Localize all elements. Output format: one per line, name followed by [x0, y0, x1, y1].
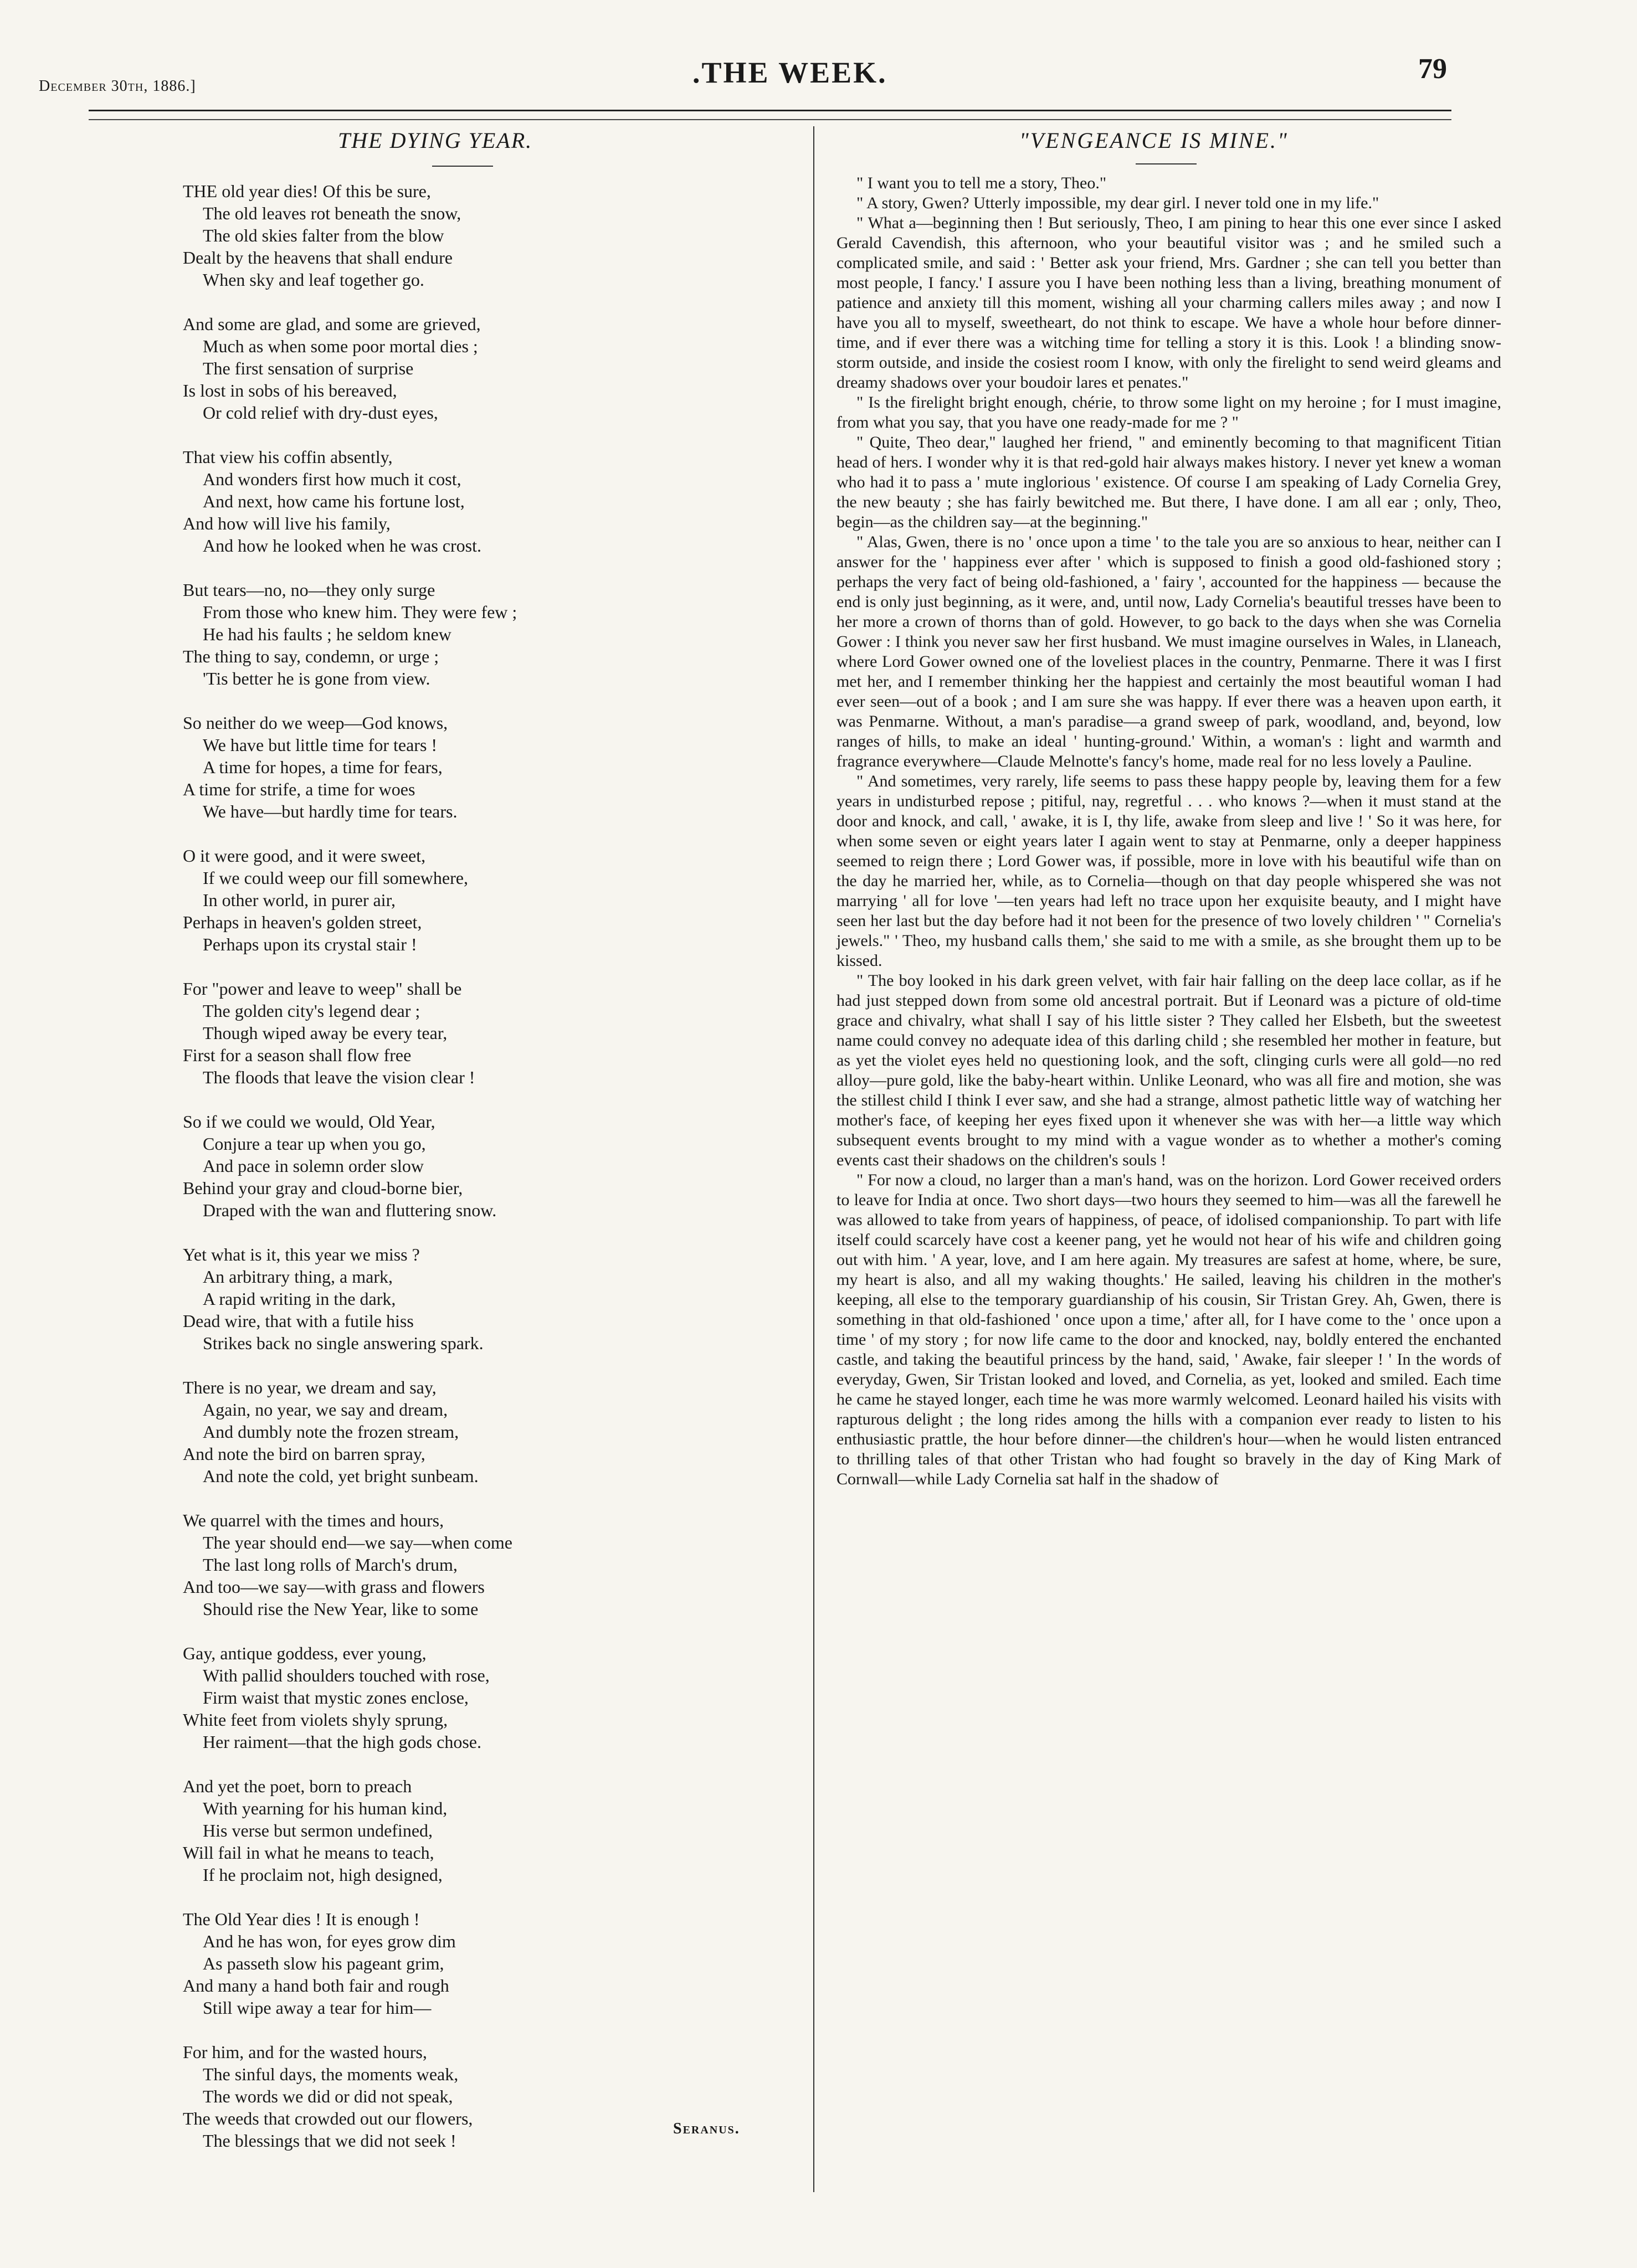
poem-line: And yet the poet, born to preach: [183, 1776, 412, 1796]
poem-line: So if we could we would, Old Year,: [183, 1112, 435, 1132]
poem-line: That view his coffin absently,: [183, 447, 393, 467]
story-paragraph: " What a—beginning then ! But seriously, Theo, I am pining to hear this one ever since I asked Gerald Cavendish, this afternoon, who your beautiful visitor was ; and he smiled such a complicated smile, and said : ' Better ask your friend, Mrs. Gardner ; she can tell you better than most people, I fancy.' I assure you I have been nothing less than a living, breathing monument of patience and anxiety till this moment, wishing all your charming callers miles away ; and now I have you all to myself, sweetheart, do not think to escape. We have a whole hour before dinner-time, and if ever there was a witching time for telling a story it is this. Look ! a blinding snow-storm outside, and inside the cosiest room I know, with only the firelight to send weird gleams and dreamy shadows over your boudoir lares et penates.": [837, 214, 1501, 392]
poem-line: Dealt by the heavens that shall endure: [183, 248, 453, 268]
poem-line: Again, no year, we say and dream,: [203, 1400, 448, 1420]
poem-line: The year should end—we say—when come: [203, 1532, 512, 1552]
poem-line: And wonders first how much it cost,: [203, 469, 461, 489]
story-paragraph: " The boy looked in his dark green velvet, with fair hair falling on the deep lace collar, as if he had just stepped down from some old ancestral portrait. But if Leonard was a picture of old-time grace and chivalry, what shall I say of his little sister ? They called her Elsbeth, but the sweetest name could convey no adequate idea of this darling child ; she resembled her mother in feature, but as yet the violet eyes held no questioning look, and the soft, clinging curls were all gold—no red alloy—pure gold, like the baby-heart within. Unlike Leonard, who was all fire and motion, she was the stillest child I think I ever saw, and she had a strange, almost pathetic little way of watching her mother's face, of keeping her eyes fixed upon it whenever she was with her—a little way which subsequent events brought to my mind with a vague wonder as to whether a mother's coming events cast their shadows on the children's souls !: [837, 971, 1501, 1169]
poem-line: So neither do we weep—God knows,: [183, 713, 448, 733]
story-paragraph: " I want you to tell me a story, Theo.": [856, 174, 1107, 192]
poem-line: The first sensation of surprise: [203, 358, 414, 378]
poem-stanza: [183, 845, 792, 955]
poem-line: And note the cold, yet bright sunbeam.: [203, 1466, 479, 1486]
title-rule: [432, 166, 493, 167]
poem-stanza: [183, 1509, 792, 1620]
poem-line: And how he looked when he was crost.: [203, 536, 481, 556]
poem-line: White feet from violets shyly sprung,: [183, 1710, 448, 1730]
poem-line: Is lost in sobs of his bereaved,: [183, 380, 397, 400]
poem-line: Strikes back no single answering spark.: [203, 1333, 484, 1353]
poem-line: The thing to say, condemn, or urge ;: [183, 646, 439, 666]
poem-line: The golden city's legend dear ;: [203, 1001, 420, 1021]
poem-line: And he has won, for eyes grow dim: [203, 1931, 456, 1951]
poem-line: Will fail in what he means to teach,: [183, 1843, 434, 1863]
poem-line: Perhaps upon its crystal stair !: [203, 934, 417, 954]
poem-stanza: [183, 1642, 792, 1753]
poem-line: A time for strife, a time for woes: [183, 779, 415, 799]
poem-line: If we could weep our fill somewhere,: [203, 868, 468, 888]
poem-line: And too—we say—with grass and flowers: [183, 1577, 485, 1597]
poem-line: His verse but sermon undefined,: [203, 1820, 433, 1840]
poem-line: In other world, in purer air,: [203, 890, 396, 910]
poem-line: He had his faults ; he seldom knew: [203, 624, 451, 644]
poem-line: With yearning for his human kind,: [203, 1798, 448, 1818]
poem-line: The blessings that we did not seek !: [203, 2131, 456, 2151]
poem-line: A time for hopes, a time for fears,: [203, 757, 443, 777]
poem-line: Dead wire, that with a futile hiss: [183, 1311, 414, 1331]
story-column: [837, 127, 1501, 1489]
poem-line: Should rise the New Year, like to some: [203, 1599, 479, 1619]
poem-stanza: [183, 1110, 792, 1221]
poem-stanza: [183, 313, 792, 424]
poem-line: As passeth slow his pageant grim,: [203, 1953, 444, 1973]
poem-stanza: [183, 712, 792, 822]
poem-stanza: [183, 978, 792, 1088]
poem-line: If he proclaim not, high designed,: [203, 1865, 443, 1885]
story-paragraph: " Alas, Gwen, there is no ' once upon a time ' to the tale you are so anxious to hear, neither can I answer for the ' happiness ever after ' which is supposed to finish a good old-fashioned story ; perhaps the very fact of being old-fashioned, a ' fairy ', accounted for the happiness — because the end is only just beginning, as it were, and, until now, Lady Cornelia's beautiful tresses have been to her more a crown of thorns than of gold. However, to go back to the days when she was Cornelia Gower : I think you never saw her first husband. We must imagine ourselves in Wales, in Llaneach, where Lord Gower owned one of the loveliest places in the country, Penmarne. There it was I first met her, and I remember thinking her the happiest and certainly the most beautiful woman I had ever seen—out of a book ; and I am sure she was happy. If ever there was a heaven upon earth, it was Penmarne. Without, a man's paradise—a grand sweep of park, woodland, and, beyond, low ranges of hills, to make an ideal ' hunting-ground.' Within, a woman's : light and warmth and fragrance everywhere—Claude Melnotte's fancy's home, made real for no less lovely a Pauline.: [837, 533, 1501, 770]
poem-line: We have but little time for tears !: [203, 735, 438, 755]
poem-stanza: [183, 180, 792, 291]
story-body: [837, 173, 1501, 1489]
poem-line: There is no year, we dream and say,: [183, 1377, 437, 1397]
poem-line: Behind your gray and cloud-borne bier,: [183, 1178, 463, 1198]
poem-column: [183, 127, 792, 2174]
story-title: "VENGEANCE IS MINE.": [1019, 128, 1289, 153]
poem-line: For him, and for the wasted hours,: [183, 2042, 427, 2062]
poem-line: Firm waist that mystic zones enclose,: [203, 1688, 469, 1708]
poem-line: And dumbly note the frozen stream,: [203, 1422, 459, 1442]
story-paragraph: " Quite, Theo dear," laughed her friend, " and eminently becoming to that magnificent Titian head of hers. I wonder why it is that red-gold hair always makes history. I never yet knew a woman who had it to pass a ' mute inglorious ' existence. Of course I am speaking of Lady Cornelia Grey, the new beauty ; she has fairly bewitched me. But there, I have done. I am all ear ; only, Theo, begin—as the children say—at the beginning.": [837, 433, 1501, 531]
poem-line: The old skies falter from the blow: [203, 225, 444, 245]
story-paragraph: " A story, Gwen? Utterly impossible, my dear girl. I never told one in my life.": [856, 194, 1379, 212]
poem-title: THE DYING YEAR.: [338, 128, 533, 153]
poem-stanza: [183, 446, 792, 557]
poem-line: Draped with the wan and fluttering snow.: [203, 1200, 497, 1220]
poem-line: We quarrel with the times and hours,: [183, 1510, 444, 1530]
poem-line: O it were good, and it were sweet,: [183, 846, 426, 866]
poem-line: From those who knew him. They were few ;: [203, 602, 517, 622]
poem-line: Yet what is it, this year we miss ?: [183, 1244, 420, 1264]
poem-line: Her raiment—that the high gods chose.: [203, 1732, 481, 1752]
poem-line: Conjure a tear up when you go,: [203, 1134, 426, 1154]
poem-line: And note the bird on barren spray,: [183, 1444, 425, 1464]
poem-line: A rapid writing in the dark,: [203, 1289, 396, 1309]
poem-stanza: [183, 1908, 792, 2019]
poem-line: The weeds that crowded out our flowers,: [183, 2108, 473, 2128]
poem-line: Still wipe away a tear for him—: [203, 1998, 432, 2018]
poem-line: And pace in solemn order slow: [203, 1156, 424, 1176]
poem-line: And some are glad, and some are grieved,: [183, 314, 481, 334]
poem-line: The sinful days, the moments weak,: [203, 2064, 459, 2084]
column-divider: [813, 126, 814, 2192]
poem-line: The Old Year dies ! It is enough !: [183, 1909, 420, 1929]
poem-line: THE old year dies! Of this be sure,: [183, 181, 431, 201]
poem-line: Much as when some poor mortal dies ;: [203, 336, 478, 356]
poem-line: When sky and leaf together go.: [203, 270, 424, 290]
poem-line: And many a hand both fair and rough: [183, 1976, 449, 1996]
story-paragraph: " For now a cloud, no larger than a man's hand, was on the horizon. Lord Gower received orders to leave for India at once. Two short days—two hours they seemed to him—was all the farewell he was allowed to take from years of happiness, of peace, of idolised companionship. To part with life itself could scarcely have cost a keener pang, yet he would not hear of his wife and children going out with him. ' A year, love, and I am here again. My treasures are safest at home, where, be sure, my heart is also, and all my waking thoughts.' He sailed, leaving his children in the mother's keeping, all else to the temporary guardianship of his cousin, Sir Tristan Grey. Ah, Gwen, there is something in that old-fashioned ' once upon a time,' after all, for I have come to the ' once upon a time ' of my story ; for now life came to the door and knocked, nay, boldly entered the enchanted castle, and taking the beautiful princess by the hand, said, ' Awake, fair sleeper ! ' In the words of everyday, Gwen, Sir Tristan looked and loved, and Cornelia, as yet, looked and smiled. Each time he came he stayed longer, each time he was more warmly welcomed. Leonard hailed his visits with rapturous delight ; the long rides among the hills with a companion ever ready to listen to his enthusiastic prattle, the hour before dinner—the children's hour—when he would listen entranced to thrilling tales of that other Tristan who had fought so bravely in the day of King Mark of Cornwall—while Lady Cornelia sat half in the shadow of: [837, 1171, 1501, 1488]
poem-line: The last long rolls of March's drum,: [203, 1555, 458, 1575]
poem-line: 'Tis better he is gone from view.: [203, 668, 430, 688]
poem-author: Seranus.: [673, 2120, 740, 2137]
issue-date: December 30th, 1886.]: [39, 78, 196, 95]
story-title-rule: [1136, 163, 1197, 164]
poem-line: Or cold relief with dry-dust eyes,: [203, 403, 438, 423]
page-number: 79: [1418, 53, 1447, 85]
poem-line: For "power and leave to weep" shall be: [183, 979, 462, 999]
poem-line: Though wiped away be every tear,: [203, 1023, 448, 1043]
poem-line: The old leaves rot beneath the snow,: [203, 203, 461, 223]
poem-line: An arbitrary thing, a mark,: [203, 1267, 393, 1287]
header-rule: [89, 110, 1451, 120]
poem-line: The words we did or did not speak,: [203, 2086, 453, 2106]
poem-line: The floods that leave the vision clear !: [203, 1067, 475, 1087]
poem-line: First for a season shall flow free: [183, 1045, 412, 1065]
poem-body: [183, 180, 792, 2152]
story-paragraph: " And sometimes, very rarely, life seems to pass these happy people by, leaving them for a few years in undisturbed repose ; pitiful, nay, regretful . . . who knows ?—when it must stand at the door and knock, and call, ' awake, it is I, thy life, awake from sleep and live ! ' So it was here, for when some seven or eight years later I again went to stay at Penmarne, only a deeper happiness seemed to reign there ; Lord Gower was, if possible, more in love with his beautiful wife than on the day he married her, while, as to Cornelia—though on that day people whispered she was not marrying ' all for love '—ten years had left no trace upon her exquisite beauty, and I might have seen her last but the day before had it not been for the presence of two lovely children ' " Cornelia's jewels." ' Theo, my husband calls them,' she said to me with a smile, as she brought them up to be kissed.: [837, 772, 1501, 970]
masthead-title: .THE WEEK.: [692, 56, 887, 89]
poem-stanza: [183, 1376, 792, 1487]
poem-line: Perhaps in heaven's golden street,: [183, 912, 422, 932]
poem-line: With pallid shoulders touched with rose,: [203, 1665, 490, 1685]
poem-line: And how will live his family,: [183, 513, 391, 533]
poem-line: And next, how came his fortune lost,: [203, 491, 465, 511]
poem-line: Gay, antique goddess, ever young,: [183, 1643, 427, 1663]
poem-line: We have—but hardly time for tears.: [203, 801, 458, 821]
poem-stanza: [183, 579, 792, 690]
poem-stanza: [183, 1775, 792, 1886]
poem-stanza: [183, 1243, 792, 1354]
poem-line: But tears—no, no—they only surge: [183, 580, 435, 600]
story-paragraph: " Is the firelight bright enough, chérie, to throw some light on my heroine ; for I must imagine, from what you say, that you have one ready-made for me ? ": [837, 393, 1501, 431]
